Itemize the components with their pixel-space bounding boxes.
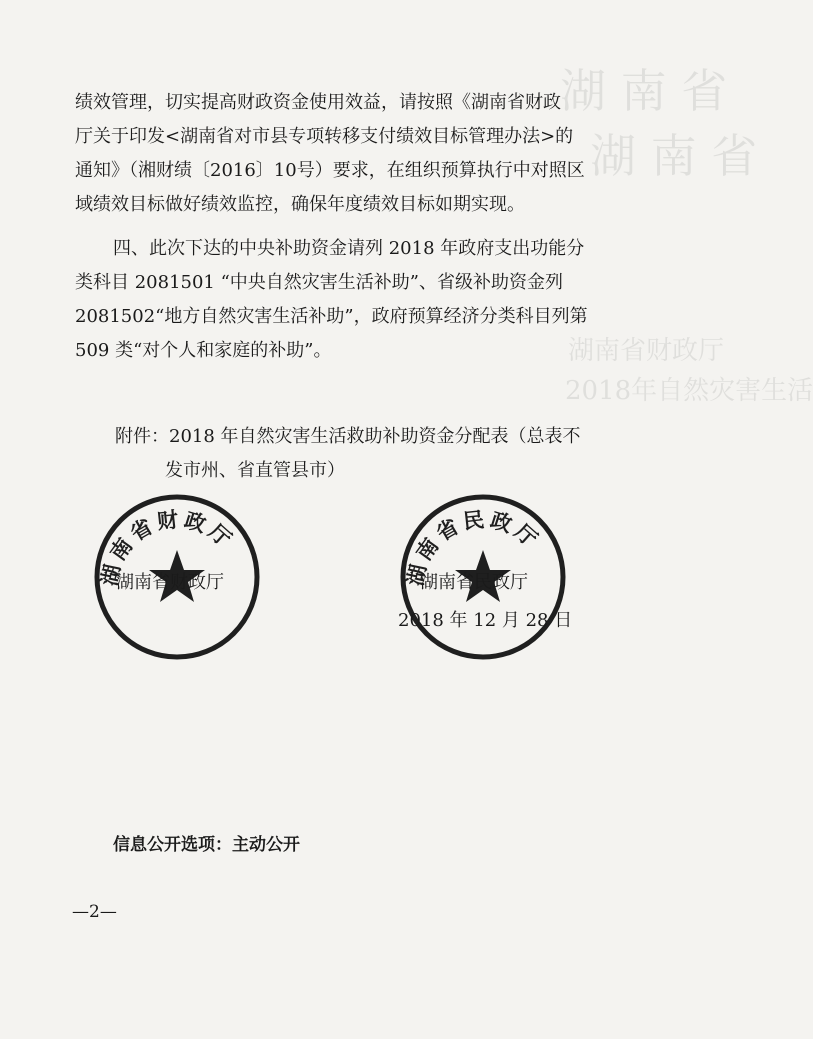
- text-line: 发市州、省直管县市）: [165, 460, 345, 481]
- seal-text: 湖南省财政厅: [97, 507, 239, 588]
- bleed-through: 湖 南 省: [560, 64, 728, 118]
- text-line: 厅关于印发<湖南省对市县专项转移支付绩效目标管理办法>的: [75, 126, 574, 147]
- issue-date: 2018 年 12 月 28 日: [398, 610, 573, 631]
- seal-text: 湖南省民政厅: [403, 507, 545, 588]
- text-line: 绩效管理，切实提高财政资金使用效益，请按照《湖南省财政: [75, 92, 561, 113]
- text-line: 附件：2018 年自然灾害生活救助补助资金分配表（总表不: [115, 426, 581, 447]
- text-line: 509 类“对个人和家庭的补助”。: [75, 340, 332, 361]
- signature-finance: 湖南省财政厅: [116, 572, 224, 593]
- page-number: —2—: [72, 902, 117, 922]
- disclosure-option: 信息公开选项：主动公开: [113, 835, 300, 855]
- text-line: 2081502“地方自然灾害生活补助”，政府预算经济分类科目列第: [75, 306, 588, 327]
- text-line: 四、此次下达的中央补助资金请列 2018 年政府支出功能分: [113, 238, 585, 259]
- text-line: 通知》（湘财绩〔2016〕10号）要求，在组织预算执行中对照区: [75, 160, 585, 181]
- text-line: 类科目 2081501 “中央自然灾害生活补助”、省级补助资金列: [75, 272, 564, 293]
- bleed-through: 2018年自然灾害生活: [565, 376, 813, 406]
- signature-civil-affairs: 湖南省民政厅: [420, 572, 528, 593]
- bleed-through: 湖 南 省: [590, 129, 758, 183]
- bleed-through: 湖南省财政厅: [568, 336, 725, 366]
- text-line: 域绩效目标做好绩效监控，确保年度绩效目标如期实现。: [75, 194, 525, 215]
